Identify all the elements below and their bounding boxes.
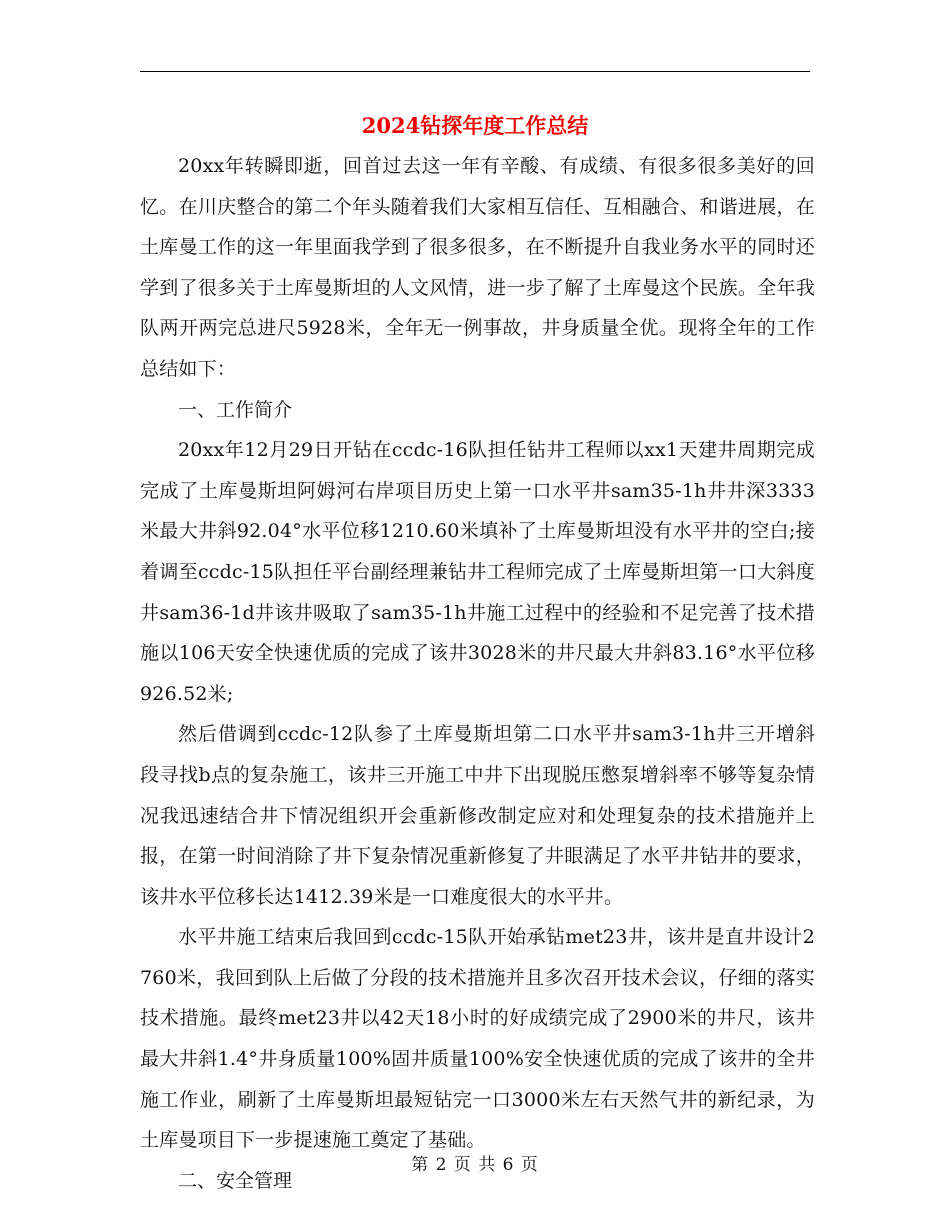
paragraph-intro: 20xx年转瞬即逝，回首过去这一年有辛酸、有成绩、有很多很多美好的回忆。在川庆整合的第二个年头随着我们大家相互信任、互相融合、和谐进展，在土库曼工作的这一年里面我学到了很多很多，在不断提升自我业务水平的同时还学到了很多关于土库曼斯坦的人文风情，进一步了解了土库曼这个民族。全年我队两开两完总进尺5928米，全年无一例事故，井身质量全优。现将全年的工作总结如下： xyxy=(140,155,815,380)
paragraph-work-2: 然后借调到ccdc-12队参了土库曼斯坦第二口水平井sam3-1h井三开增斜段寻找b点的复杂施工，该井三开施工中井下出现脱压憋泵增斜率不够等复杂情况我迅速结合井下情况组织开会重新修改制定应对和处理复杂的技术措施并上报，在第一时间消除了井下复杂情况重新修复了井眼满足了水平井钻井的要求，该井水平位移长达1412.39米是一口难度很大的水平井。 xyxy=(140,723,815,908)
section-heading-safety: 二、安全管理 xyxy=(178,1169,293,1192)
paragraph-work-3: 水平井施工结束后我回到ccdc-15队开始承钻met23井，该井是直井设计2760米，我回到队上后做了分段的技术措施并且多次召开技术会议，仔细的落实技术措施。最终met23井以42天18小时的好成绩完成了2900米的井尺，该井最大井斜1.4°井身质量100%固井质量100%安全快速优质的完成了该井的全井施工作业，刷新了土库曼斯坦最短钻完一口3000米左右天然气井的新纪录，为土库曼项目下一步提速施工奠定了基础。 xyxy=(140,926,815,1152)
document-body xyxy=(140,146,815,1201)
header-rule xyxy=(140,71,810,72)
page-number-footer: 第 2 页 共 6 页 xyxy=(411,1155,539,1175)
document-title: 2024钻探年度工作总结 xyxy=(361,113,589,138)
paragraph-work-1: 20xx年12月29日开钻在ccdc-16队担任钻井工程师以xx1天建井周期完成完成了土库曼斯坦阿姆河右岸项目历史上第一口水平井sam35-1h井井深3333米最大井斜92.04°水平位移1210.60米填补了土库曼斯坦没有水平井的空白;接着调至ccdc-15队担任平台副经理兼钻井工程师完成了土库曼斯坦第一口大斜度井sam36-1d井该井吸取了sam35-1h井施工过程中的经验和不足完善了技术措施以106天安全快速优质的完成了该井3028米的井尺最大井斜83.16°水平位移926.52米; xyxy=(140,439,815,705)
section-heading-work-overview: 一、工作简介 xyxy=(178,398,293,421)
